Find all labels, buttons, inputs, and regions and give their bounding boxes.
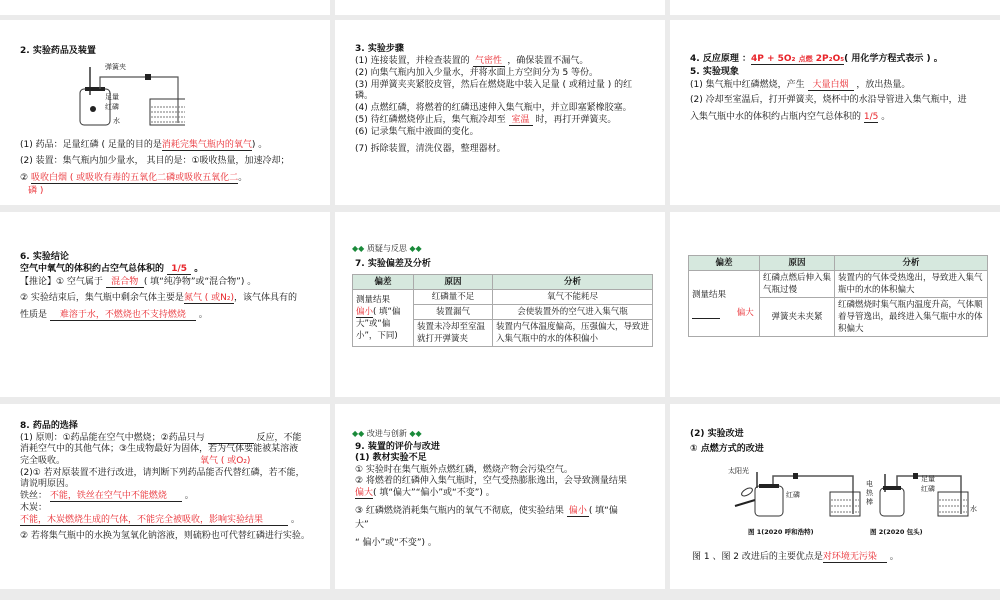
answer: 对环境无污染 xyxy=(823,552,887,563)
line-phenomenon-1: (1) 集气瓶中红磷燃烧，产生 大量白烟 ，放出热量。 xyxy=(690,80,911,90)
line-conclusion: 空气中氧气的体积约占空气总体积的 1/5 。 xyxy=(20,264,204,274)
answer-iron: 不能，铁丝在空气中不能燃烧 xyxy=(50,491,182,502)
step-3: (3) 用弹簧夹夹紧胶皮管，然后在燃烧匙中装入足量 ( 或稍过量 ) 的红 xyxy=(355,80,633,90)
slide-reagent-selection[interactable] xyxy=(0,404,330,589)
label-water: 水 xyxy=(113,117,120,125)
label-sunlight: 太阳光 xyxy=(728,467,749,475)
slide-reagents-apparatus[interactable] xyxy=(0,20,330,205)
line-shortcoming-3-cont: 大” xyxy=(355,520,369,530)
answer-equation: 4P + 5O₂ 点燃 2P₂O₅ xyxy=(750,54,845,64)
line-principle: (1) 原则：①药品能在空气中燃烧；②药品只与 反应，不能 xyxy=(20,433,302,443)
line-advantage: 图 1 、图 2 改进后的主要优点是对环境无污染 。 xyxy=(692,552,899,562)
section-banner: ◆◆ 改进与创新 ◆◆ xyxy=(352,429,422,438)
subsection-title: (1) 教材实验不足 xyxy=(355,453,427,463)
slide-conclusion[interactable] xyxy=(0,212,330,397)
slide-partial xyxy=(0,0,330,15)
line-inference-1: 【推论】① 空气属于 混合物 ( 填“纯净物”或“混合物”) 。 xyxy=(20,277,257,287)
label-clip: 弹簧夹 xyxy=(105,63,126,71)
line-shortcoming-1: ① 实验时在集气瓶外点燃红磷，燃烧产物会污染空气。 xyxy=(355,465,573,475)
section-title: 6. 实验结论 xyxy=(20,252,69,262)
answer: 室温 xyxy=(509,115,533,126)
line-shortcoming-2-cont: 偏大( 填“偏大”“偏小”或“不变”) 。 xyxy=(355,488,495,498)
figure-2-caption: 图 2(2020 包头) xyxy=(870,528,923,536)
step-6: (6) 记录集气瓶中液面的变化。 xyxy=(355,127,479,137)
line-principle: 4. 反应原理 ：4P + 5O₂ 点燃 2P₂O₅( 用化学方程式表示 ) 。 xyxy=(690,54,943,64)
deviation-cell: 测量结果 偏小( 填“偏 大”或“偏 小”，下同) xyxy=(353,290,414,347)
section-banner: ◆◆ 质疑与反思 ◆◆ xyxy=(352,244,422,253)
step-7: (7) 拆除装置，清洗仪器，整理器材。 xyxy=(355,144,506,154)
deviation-table: 偏差 原因 分析 测量结果 偏大 红磷点燃后伸入集气瓶过慢 装置内的气体受热逸出，导致进入集气瓶中的水的体积偏大 弹簧夹未夹紧 红磷燃烧时集气瓶内温度升高，气体顺着导管逸出，最终进入集气瓶中水的体积偏大 xyxy=(688,255,988,337)
line-shortcoming-3-cont2: “ 偏小”或“不变”) 。 xyxy=(355,538,437,548)
step-2: (2) 向集气瓶内加入少量水，并将水面上方空间分为 5 等份。 xyxy=(355,68,599,78)
label-ample: 足量 xyxy=(921,475,935,483)
line-apparatus: (2) 装置：集气瓶内加少量水， 其目的是：①吸收热量，加速冷却； xyxy=(20,156,290,166)
line-principle-cont: 消耗空气中的其他气体；③生成物最好为固体，若为气体要能被某溶液 xyxy=(20,444,299,454)
line-property: 性质是 难溶于水，不燃烧也不支持燃烧 。 xyxy=(20,310,208,320)
label-phosphorus: 红磷 xyxy=(105,103,119,111)
line-phenomenon-2: (2) 冷却至室温后，打开弹簧夹，烧杯中的水沿导管进入集气瓶中，进 xyxy=(690,95,967,105)
answer: 氮气 ( 或N₂) xyxy=(183,293,235,303)
subsection-title: ① 点燃方式的改进 xyxy=(690,444,764,454)
slide-partial xyxy=(670,0,1000,15)
label-phosphorus: 红磷 xyxy=(921,485,935,493)
answer-cont: 磷 ) xyxy=(28,186,44,196)
step-3-cont: 磷。 xyxy=(355,91,374,101)
blank-charcoal: 不能，木炭燃烧生成的气体，不能完全被吸收，影响实验结果 。 xyxy=(20,515,300,525)
label-phosphorus: 红磷 xyxy=(786,491,800,499)
apparatus-diagram xyxy=(75,65,185,127)
improved-apparatus-diagrams xyxy=(725,470,975,520)
slide-evaluation[interactable] xyxy=(335,404,665,589)
section-title: 7. 实验偏差及分析 xyxy=(355,259,431,269)
answer: 吸收白烟 ( 或吸收有毒的五氧化二磷或吸收五氧化二 xyxy=(30,173,239,183)
line-charcoal: 木炭： xyxy=(20,503,48,513)
line-phenomenon-2-cont: 入集气瓶中水的体积约占瓶内空气总体积的 1/5 。 xyxy=(690,112,891,122)
slide-deviation-analysis-1[interactable] xyxy=(335,212,665,397)
section-title: 2. 实验药品及装置 xyxy=(20,46,96,56)
answer: 大量白烟 xyxy=(808,80,854,91)
section-title: 5. 实验现象 xyxy=(690,67,739,77)
slide-deviation-analysis-2[interactable] xyxy=(670,212,1000,397)
line-shortcoming-3: ③ 红磷燃烧消耗集气瓶内的氧气不彻底，使实验结果 偏小 ( 填“偏 xyxy=(355,506,618,516)
deviation-table: 偏差 原因 分析 测量结果 偏小( 填“偏 大”或“偏 小”，下同) 红磷量不足 氧气不能耗尽 装置漏气 会使装置外的空气进入集气瓶 装置未冷却至室温就打开弹簧夹 装置内气体温度偏高，压强偏大，导致进入集气瓶中的水的体积偏小 xyxy=(352,274,653,347)
line-purpose2: ② 吸收白烟 ( 或吸收有毒的五氧化二磷或吸收五氧化二。 xyxy=(20,173,248,183)
slide-experiment-steps[interactable] xyxy=(335,20,665,205)
slide-partial xyxy=(335,0,665,15)
section-title: 3. 实验步骤 xyxy=(355,44,404,54)
step-5: (5) 待红磷燃烧停止后，集气瓶冷却至 室温 时，再打开弹簧夹。 xyxy=(355,115,617,125)
label-heating-rod: 电热棒 xyxy=(866,480,873,506)
line-reagent: (1) 药品：足量红磷 ( 足量的目的是消耗完集气瓶内的氧气) 。 xyxy=(20,140,268,150)
section-title: (2) 实验改进 xyxy=(690,429,744,439)
slide-principle-phenomena[interactable] xyxy=(670,20,1000,205)
answer: 气密性 xyxy=(473,56,505,67)
answer: 偏小 xyxy=(568,506,587,516)
line-principle-cont2: 完全吸收。 xyxy=(20,456,66,466)
deviation-cell: 测量结果 偏大 xyxy=(689,271,760,337)
answer-fraction: 1/5 xyxy=(863,112,879,122)
line-inference-2: ② 实验结束后，集气瓶中剩余气体主要是氮气 ( 或N₂)，该气体具有的 xyxy=(20,293,298,303)
answer: 偏大 xyxy=(355,488,374,498)
line-shortcoming-2: ② 将燃着的红磷伸入集气瓶时，空气受热膨胀逸出，会导致测量结果 xyxy=(355,476,627,486)
answer-charcoal: 不能，木炭燃烧生成的气体，不能完全被吸收，影响实验结果 xyxy=(20,515,288,526)
answer-fraction: 1/5 xyxy=(167,264,191,275)
slide-improvement[interactable] xyxy=(670,404,1000,589)
line-question: (2)① 若对原装置不进行改进，请判断下列药品能否代替红磷，若不能， xyxy=(20,468,305,478)
answer: 消耗完集气瓶内的氧气 xyxy=(161,140,252,150)
figure-1-caption: 图 1(2020 呼和浩特) xyxy=(748,528,814,536)
line-iron: 铁丝： 不能，铁丝在空气中不能燃烧 。 xyxy=(20,491,194,501)
section-title: 8. 药品的选择 xyxy=(20,421,78,431)
line-question-cont: 请说明原因。 xyxy=(20,479,75,489)
answer: 混合物 xyxy=(106,277,144,288)
step-4: (4) 点燃红磷，将燃着的红磷迅速伸入集气瓶中，并立即塞紧橡胶塞。 xyxy=(355,103,632,113)
answer: 氧气 ( 或O₂) xyxy=(200,456,251,466)
step-1: (1) 连接装置，并检查装置的 气密性 ，确保装置不漏气。 xyxy=(355,56,589,66)
section-title: 9. 装置的评价与改进 xyxy=(355,442,440,452)
label-ample: 足量 xyxy=(105,93,119,101)
label-water: 水 xyxy=(970,505,977,513)
line-sulfur: ② 若将集气瓶中的水换为氢氧化钠溶液，则硫粉也可代替红磷进行实验。 xyxy=(20,531,310,541)
answer: 难溶于水，不燃烧也不支持燃烧 xyxy=(50,310,196,321)
